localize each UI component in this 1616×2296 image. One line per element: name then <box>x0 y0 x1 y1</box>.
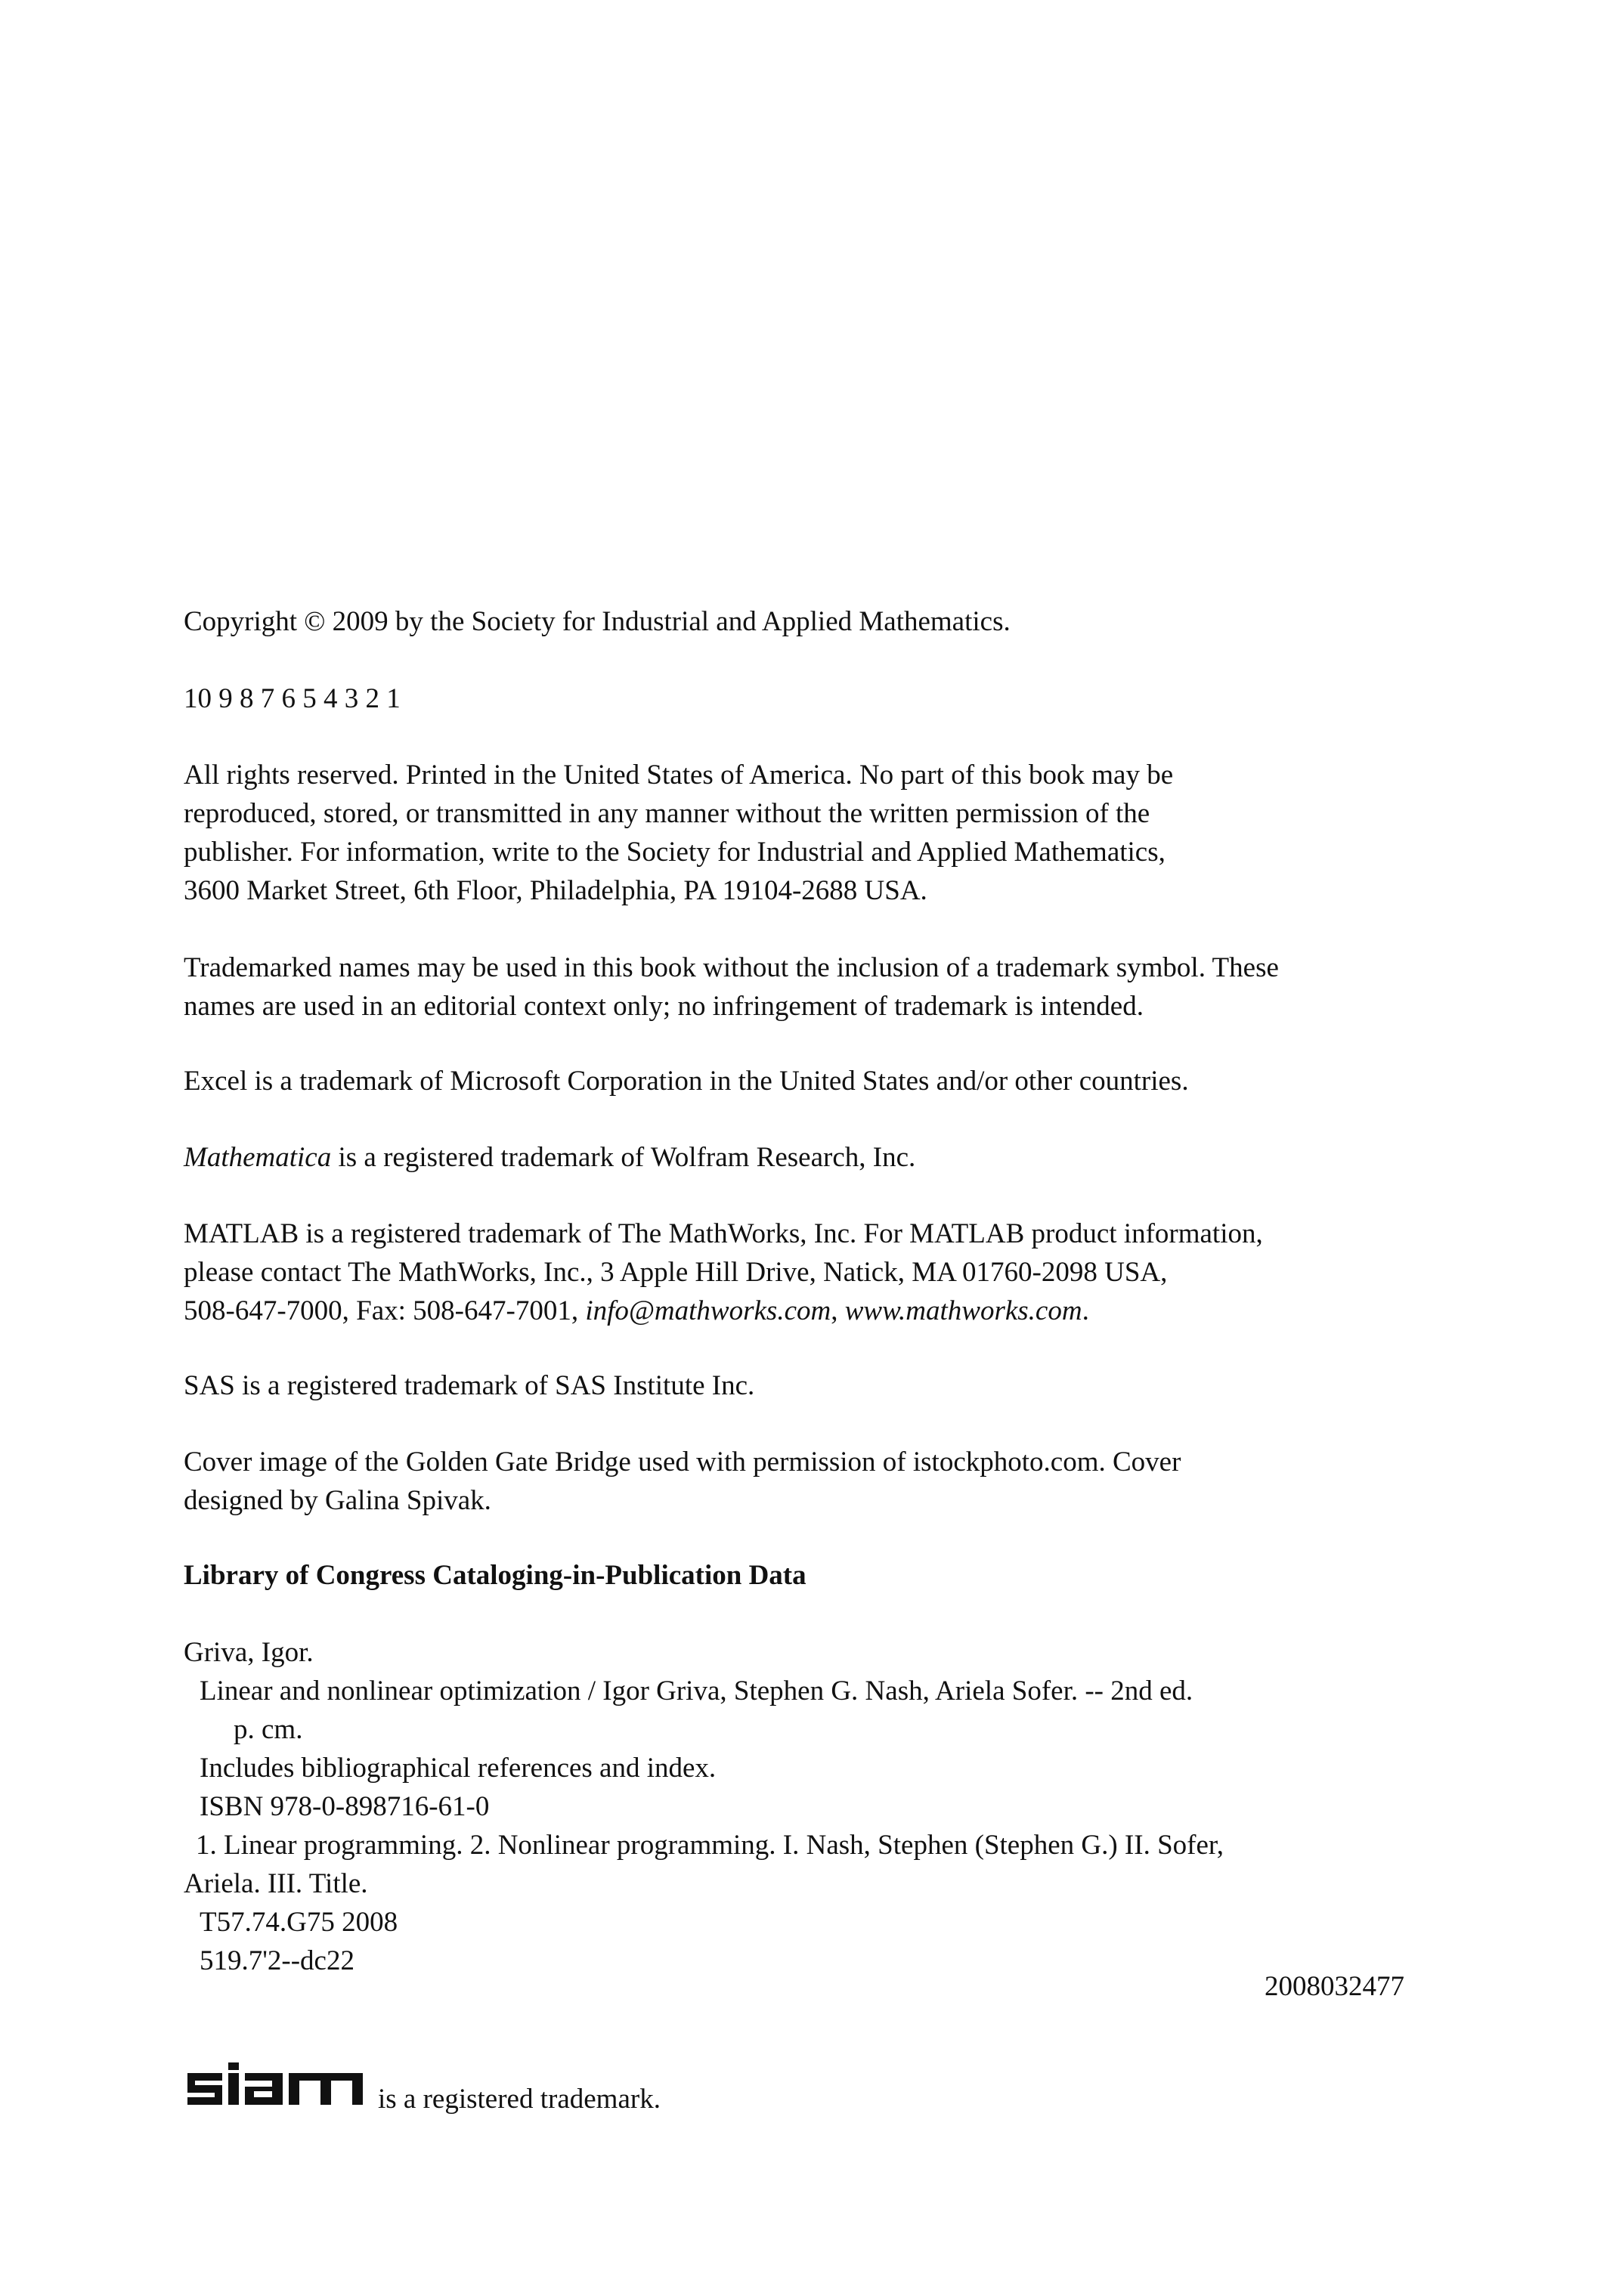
matlab-website-link[interactable]: www.mathworks.com <box>844 1295 1082 1326</box>
rights-line-4: 3600 Market Street, 6th Floor, Philadelphia, PA 19104-2688 USA. <box>184 875 927 906</box>
matlab-line-1: MATLAB is a registered trademark of The MathWorks, Inc. For MATLAB product information, <box>184 1218 1263 1249</box>
printing-sequence: 10 9 8 7 6 5 4 3 2 1 <box>184 683 401 714</box>
cip-heading: Library of Congress Cataloging-in-Publication Data <box>184 1560 806 1591</box>
mathematica-rest: is a registered trademark of Wolfram Research, Inc. <box>331 1142 916 1173</box>
cip-author: Griva, Igor. <box>184 1637 314 1668</box>
matlab-line-2: please contact The MathWorks, Inc., 3 Apple Hill Drive, Natick, MA 01760-2098 USA, <box>184 1257 1168 1288</box>
excel-trademark: Excel is a trademark of Microsoft Corporation in the United States and/or other countries. <box>184 1066 1189 1097</box>
cip-pages: p. cm. <box>234 1714 303 1745</box>
mathematica-trademark <box>184 1138 915 1177</box>
cip-record <box>184 1633 1224 1980</box>
trademarks-line-2: names are used in an editorial context only; no infringement of trademark is intended. <box>184 991 1144 1022</box>
rights-line-2: reproduced, stored, or transmitted in any manner without the written permission of the <box>184 798 1150 829</box>
rights-paragraph <box>184 756 1173 910</box>
cip-subjects-1: 1. Linear programming. 2. Nonlinear programming. I. Nash, Stephen (Stephen G.) II. Sofer, <box>196 1830 1224 1861</box>
copyright-line: Copyright © 2009 by the Society for Industrial and Applied Mathematics. <box>184 606 1011 637</box>
cip-subjects-2: Ariela. III. Title. <box>184 1868 368 1899</box>
cip-title: Linear and nonlinear optimization / Igor Griva, Stephen G. Nash, Ariela Sofer. -- 2nd ed. <box>200 1676 1193 1707</box>
matlab-separator: , <box>831 1295 845 1326</box>
cover-paragraph <box>184 1443 1181 1520</box>
cover-line-1: Cover image of the Golden Gate Bridge used with permission of istockphoto.com. Cover <box>184 1447 1181 1478</box>
cip-bibliography: Includes bibliographical references and index. <box>200 1753 717 1784</box>
cip-isbn: ISBN 978-0-898716-61-0 <box>200 1791 490 1822</box>
logo-caption: is a registered trademark. <box>378 2084 661 2115</box>
trademarks-paragraph <box>184 948 1279 1026</box>
cip-lccn: 2008032477 <box>1265 1971 1404 2002</box>
sas-trademark: SAS is a registered trademark of SAS Institute Inc. <box>184 1370 755 1401</box>
cover-line-2: designed by Galina Spivak. <box>184 1485 491 1516</box>
cip-lc-class: T57.74.G75 2008 <box>200 1907 398 1938</box>
rights-line-3: publisher. For information, write to the Society for Industrial and Applied Mathematics, <box>184 837 1166 868</box>
siam-logo <box>187 2062 363 2106</box>
rights-line-1: All rights reserved. Printed in the United States of America. No part of this book may be <box>184 760 1174 791</box>
trademarks-line-1: Trademarked names may be used in this book without the inclusion of a trademark symbol. These <box>184 952 1279 983</box>
matlab-paragraph <box>184 1215 1263 1330</box>
mathematica-name: Mathematica <box>184 1142 332 1173</box>
matlab-end: . <box>1082 1295 1089 1326</box>
matlab-phone-fax: 508-647-7000, Fax: 508-647-7001, <box>184 1295 586 1326</box>
matlab-line-3 <box>184 1292 1263 1330</box>
cip-dewey: 519.7'2--dc22 <box>200 1945 354 1976</box>
matlab-email-link[interactable]: info@mathworks.com <box>585 1295 831 1326</box>
